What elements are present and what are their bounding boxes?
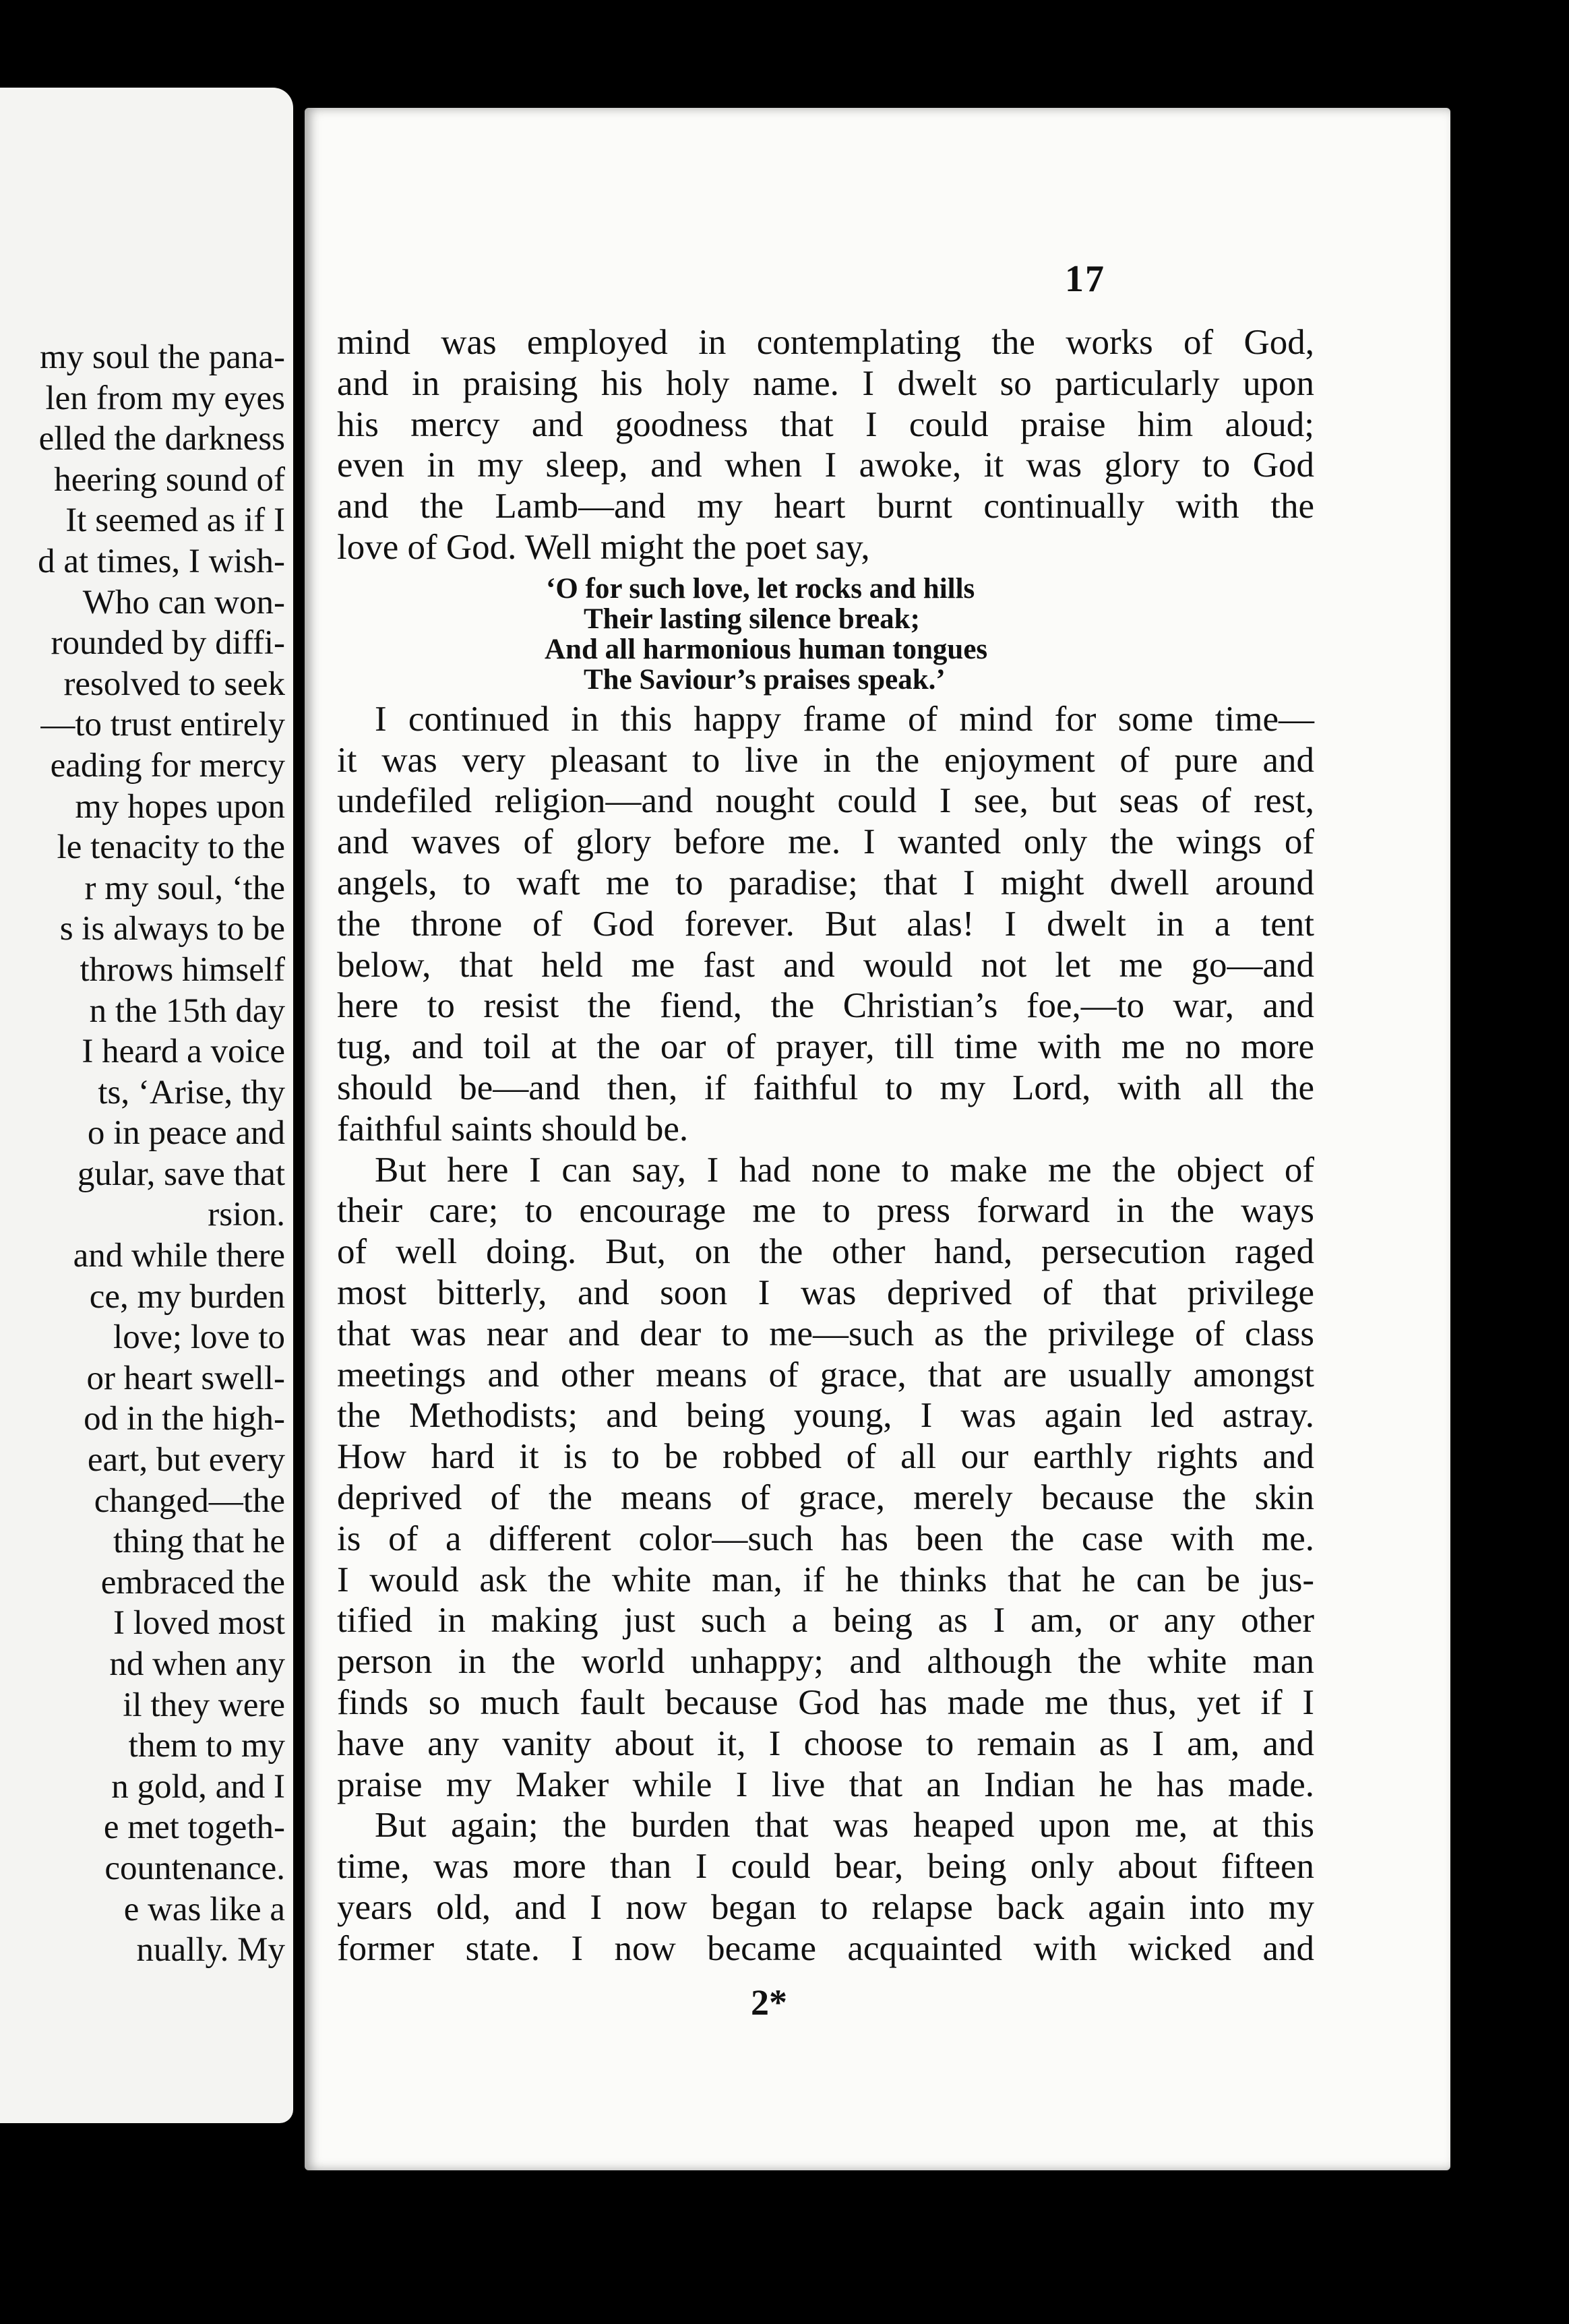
text-line: tug, and toil at the oar of prayer, till time with me no more	[337, 1027, 1314, 1067]
text-line: finds so much fault because God has made me thus, yet if I	[337, 1682, 1314, 1722]
left-line: r my soul, ‘the	[84, 869, 285, 907]
text-line: deprived of the means of grace, merely because the skin	[337, 1477, 1314, 1517]
left-line: heering sound of	[54, 460, 285, 499]
left-line: elled the darkness	[38, 420, 285, 458]
left-line: and while there	[73, 1237, 285, 1275]
left-line: embraced the	[100, 1563, 285, 1601]
left-line: nd when any	[109, 1645, 285, 1683]
left-line: eart, but every	[87, 1441, 285, 1479]
left-line: I loved most	[113, 1604, 285, 1643]
text-line: the Methodists; and being young, I was again led astray.	[337, 1396, 1314, 1436]
left-line: eading for mercy	[50, 746, 285, 785]
text-line: below, that held me fast and would not let me go—and	[337, 945, 1314, 985]
left-line: throws himself	[80, 950, 285, 989]
text-line: But here I can say, I had none to make me the object of	[375, 1150, 1314, 1190]
text-line: angels, to waft me to paradise; that I might dwell around	[337, 863, 1314, 903]
text-line: that was near and dear to me—such as the privilege of class	[337, 1314, 1314, 1353]
right-page	[305, 108, 1450, 2170]
left-line: thing that he	[113, 1523, 285, 1561]
text-line: should be—and then, if faithful to my Lord, with all the	[337, 1068, 1314, 1107]
text-line: most bitterly, and soon I was deprived of that privilege	[337, 1273, 1314, 1312]
text-line: person in the world unhappy; and although the white man	[337, 1642, 1314, 1682]
left-line: o in peace and	[87, 1114, 285, 1153]
poem-line: And all harmonious human tongues	[545, 633, 988, 665]
text-line: their care; to encourage me to press forward in the ways	[337, 1191, 1314, 1231]
left-line: gular, save that	[77, 1155, 285, 1193]
left-line: or heart swell-	[86, 1359, 285, 1397]
text-line: and the Lamb—and my heart burnt continually with the	[337, 487, 1314, 526]
text-line: former state. I now became acquainted with wicked and	[337, 1928, 1314, 1968]
left-line: ce, my burden	[89, 1277, 285, 1316]
left-line: le tenacity to the	[57, 828, 285, 867]
left-line: d at times, I wish-	[38, 542, 285, 580]
text-line: and waves of glory before me. I wanted only the wings of	[337, 822, 1314, 862]
left-line: countenance.	[104, 1849, 285, 1887]
text-line: love of God. Well might the poet say,	[337, 527, 870, 567]
left-line: s is always to be	[59, 910, 285, 948]
left-line: It seemed as if I	[65, 501, 285, 540]
left-line: len from my eyes	[45, 379, 285, 417]
text-line: mind was employed in contemplating the works of God,	[337, 323, 1314, 362]
left-line: od in the high-	[84, 1400, 285, 1438]
text-line: praise my Maker while I live that an Indian he has made.	[337, 1765, 1314, 1804]
left-page-text	[0, 337, 285, 1971]
text-line: is of a different color—such has been the case with me.	[337, 1519, 1314, 1558]
left-line: e was like a	[123, 1890, 285, 1928]
left-line: nually. My	[136, 1931, 285, 1969]
signature-mark: 2*	[751, 1982, 787, 2023]
text-line: here to resist the fiend, the Christian’s foe,—to war, and	[337, 986, 1314, 1026]
text-line: of well doing. But, on the other hand, persecution raged	[337, 1232, 1314, 1272]
left-line: my hopes upon	[75, 787, 285, 826]
text-line: even in my sleep, and when I awoke, it was glory to God	[337, 446, 1314, 485]
text-line: meetings and other means of grace, that are usually amongst	[337, 1355, 1314, 1395]
left-line: il they were	[123, 1686, 285, 1724]
left-line: I heard a voice	[82, 1033, 285, 1071]
left-page	[0, 88, 293, 2123]
text-line: I continued in this happy frame of mind for some time—	[375, 699, 1314, 739]
left-line: n gold, and I	[111, 1767, 285, 1806]
text-line: it was very pleasant to live in the enjoyment of pure and	[337, 740, 1314, 780]
body-text	[337, 322, 1314, 1969]
page-number: 17	[1065, 258, 1105, 300]
poem-line: ‘O for such love, let rocks and hills	[546, 572, 975, 605]
left-line: —to trust entirely	[40, 706, 285, 744]
text-line: faithful saints should be.	[337, 1109, 689, 1149]
text-line: time, was more than I could bear, being only about fifteen	[337, 1847, 1314, 1887]
poem-quote	[337, 574, 1314, 695]
left-line: rsion.	[208, 1196, 285, 1234]
text-line: undefiled religion—and nought could I see, but seas of rest,	[337, 781, 1314, 821]
left-line: changed—the	[94, 1481, 285, 1520]
text-line: years old, and I now began to relapse back again into my	[337, 1887, 1314, 1927]
left-line: ts, ‘Arise, thy	[98, 1073, 285, 1111]
text-line: I would ask the white man, if he thinks that he can be jus-	[337, 1560, 1314, 1599]
poem-line: The Saviour’s praises speak.’	[584, 663, 946, 696]
left-line: n the 15th day	[89, 991, 285, 1030]
left-line: rounded by diffi-	[51, 624, 285, 663]
text-line: How hard it is to be robbed of all our earthly rights and	[337, 1437, 1314, 1477]
text-line: have any vanity about it, I choose to remain as I am, and	[337, 1723, 1314, 1763]
text-line: But again; the burden that was heaped upon me, at this	[375, 1806, 1314, 1845]
left-line: love; love to	[113, 1318, 285, 1357]
text-line: and in praising his holy name. I dwelt so particularly upon	[337, 363, 1314, 403]
left-line: resolved to seek	[63, 665, 285, 703]
left-line: e met togeth-	[103, 1808, 285, 1847]
left-line: my soul the pana-	[40, 338, 285, 376]
left-line: them to my	[128, 1727, 285, 1765]
text-line: the throne of God forever. But alas! I dwelt in a tent	[337, 904, 1314, 944]
poem-line: Their lasting silence break;	[584, 603, 920, 635]
left-line: Who can won-	[82, 583, 285, 621]
text-line: tified in making just such a being as I am, or any other	[337, 1601, 1314, 1641]
text-line: his mercy and goodness that I could praise him aloud;	[337, 404, 1314, 444]
